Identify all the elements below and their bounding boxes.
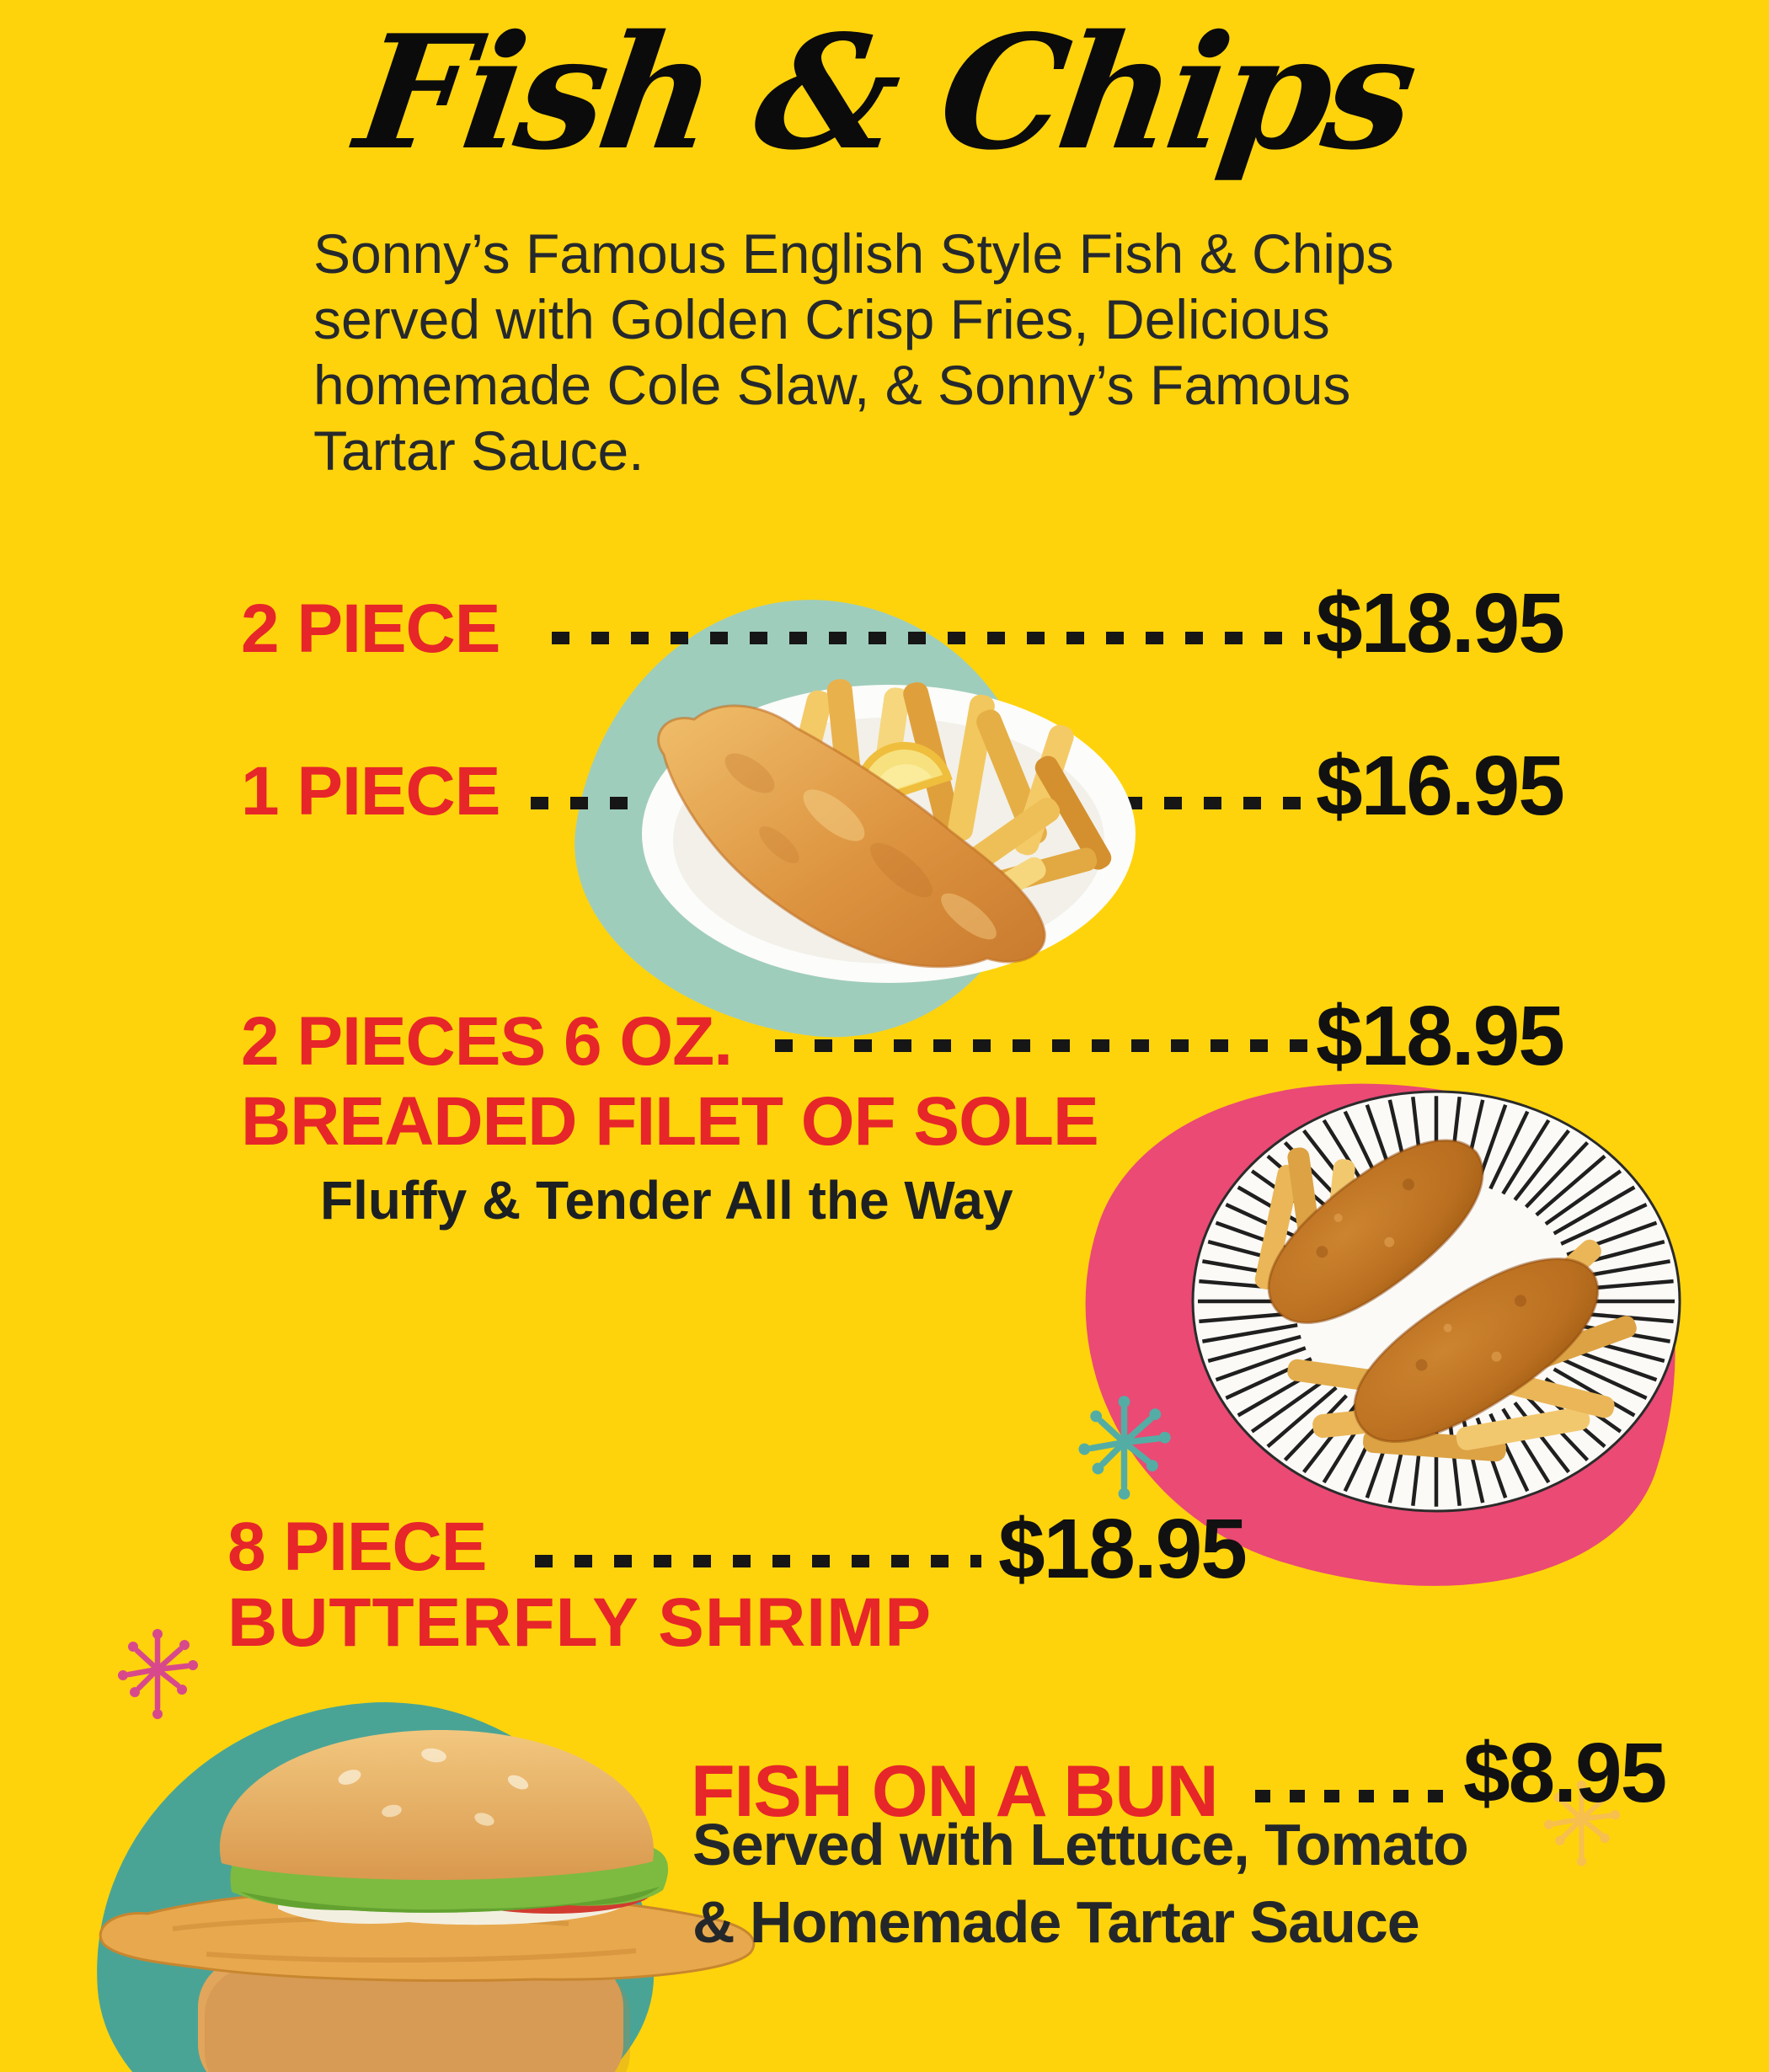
menu-description-line: Sonny’s Famous English Style Fish & Chips: [313, 222, 1394, 285]
breaded-sole-plate-photo: [1186, 1088, 1687, 1518]
fish-and-chips-photo: [623, 672, 1146, 985]
menu-item-price: $18.95: [1316, 576, 1563, 670]
menu-description: [313, 221, 1394, 483]
top-bun: [220, 1730, 654, 1880]
menu-item-label: BREADED FILET OF SOLE: [241, 1083, 1098, 1160]
menu-description-line: homemade Cole Slaw, & Sonny’s Famous: [313, 354, 1351, 416]
dotted-leader: [775, 1039, 1310, 1052]
menu-item-label: 1 PIECE: [241, 753, 500, 830]
menu-item-description: Served with Lettuce, Tomato: [692, 1812, 1468, 1877]
menu-item-label: FISH ON A BUN: [691, 1751, 1218, 1832]
menu-description-line: served with Golden Crisp Fries, Delicious: [313, 288, 1330, 350]
menu-item-label: 8 PIECE: [227, 1509, 487, 1585]
page-title: Fish & Chips: [347, 0, 1422, 184]
dotted-leader: [552, 632, 1310, 644]
dotted-leader: [1255, 1790, 1453, 1802]
menu-item-price: $8.95: [1463, 1726, 1666, 1820]
menu-item-label: 2 PIECES 6 OZ.: [241, 1003, 732, 1080]
menu-item-label: 2 PIECE: [241, 590, 500, 667]
menu-item-description: & Homemade Tartar Sauce: [692, 1889, 1419, 1955]
dotted-leader: [535, 1555, 981, 1567]
menu-item-price: $16.95: [1316, 739, 1563, 833]
menu-item-label: BUTTERFLY SHRIMP: [227, 1584, 933, 1661]
fish-burger-photo: [97, 1718, 762, 2072]
menu-item-price: $18.95: [998, 1502, 1246, 1596]
menu-item-tagline: Fluffy & Tender All the Way: [320, 1170, 1013, 1231]
menu-item-price: $18.95: [1316, 989, 1563, 1083]
menu-description-line: Tartar Sauce.: [313, 419, 644, 482]
